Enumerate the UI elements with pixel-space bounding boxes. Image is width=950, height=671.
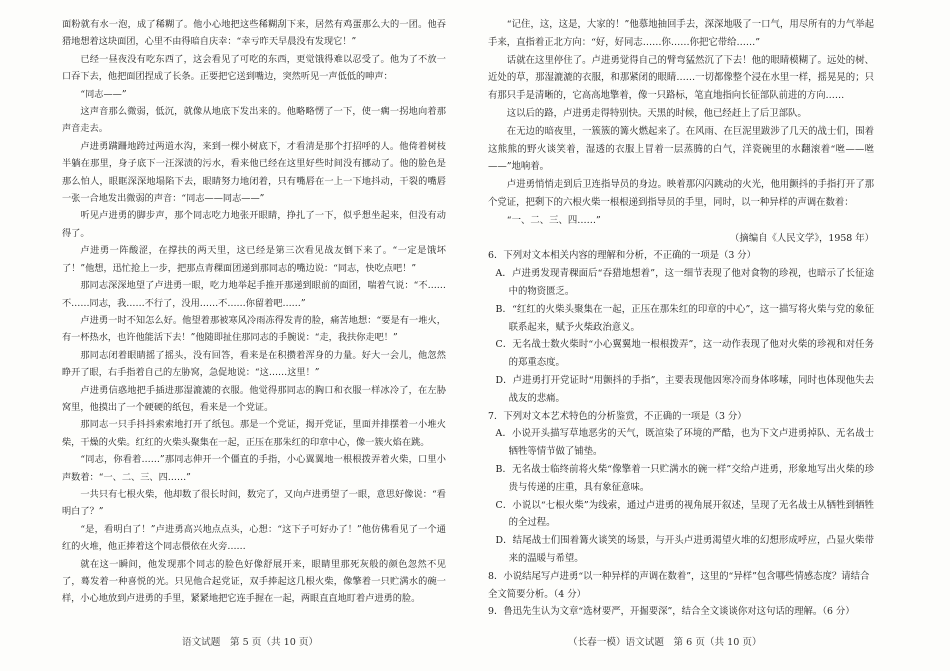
left-page-text	[62, 16, 446, 608]
question-6	[488, 247, 874, 407]
option-d: D．结尾战士们围着篝火谈笑的场景，与开头卢进勇渴望火堆的幻想形成呼应，凸显火柴带来的温暖与希望。	[495, 535, 874, 564]
option-a: A．小说开头描写草地恶劣的天气，既渲染了环境的严酷，也为下文卢进勇掉队、无名战士牺牲等情节做了铺垫。	[495, 428, 874, 458]
paragraph: 卢进勇一阵酸涩，在撑扶的两天里，这已经是第三次看见战友倒下来了。“一定是饿坏了！”他想，迅忙抢上一步，把那点青稞面团递到那同志的嘴边说：“同志，快吃点吧！”	[62, 245, 446, 274]
paragraph: 那同志深深地望了卢进勇一眼，吃力地举起手推开那递到眼前的面团，喘着气说：“不……不……同志，我……不行了，没用……不……你留着吧……”	[62, 280, 446, 309]
paragraph: “一、二、三、四……”	[506, 214, 601, 226]
paragraph: 那同志闭着眼睛摇了摇头，没有回答，看来是在积攒着浑身的力量。好大一会儿，他忽然睁开了眼，右手指着自己的左胁窝，急促地说：“这……这里！”	[62, 349, 446, 379]
paragraph: “记住，这，这是，大家的！”他慕地抽回手去，深深地吸了一口气，用尽所有的力气举起手来，直指着正北方向：“好，好同志……你……你把它带给……”	[488, 19, 874, 48]
option-b: B．无名战士临终前将火柴“像擎着一只贮满水的碗一样”交给卢进勇，形象地写出火柴的珍贵与传递的庄重，具有象征意味。	[495, 463, 874, 493]
paragraph: 听见卢进勇的脚步声，那个同志吃力地张开眼睛，挣扎了一下，似乎想坐起来，但没有动得了。	[62, 210, 446, 239]
paragraph: 卢进勇信惑地把手插进那湿漉漉的衣服。他觉得那同志的胸口和衣服一样冰冷了，在左胁窝里，他摸出了一个硬硬的纸包，看来是一个党证。	[62, 384, 446, 413]
option-d: D．卢进勇打开党证时“用颤抖的手指”，主要表现他因寒冷而身体哆嗦，同时也体现他失去战友的悲痛。	[495, 374, 874, 404]
paragraph: 这声音那么微弱，低沉，就像从地底下发出来的。他略略愣了一下，使一瘸一拐地向着那声音走去。	[62, 106, 446, 135]
paragraph: “是，看明白了！”卢进勇高兴地点点头，心想：“这下子可好办了！”他仿佛看见了一个通红的火堆，他正捧着这个同志偎依在火旁……	[62, 523, 446, 553]
question-9	[488, 603, 874, 621]
question-stem: 6．下列对文本相关内容的理解和分析，不正确的一项是（3 分）	[488, 250, 757, 262]
option-c: C．无名战士数火柴时“小心翼翼地一根根拨弄”，这一动作表现了他对火柴的珍视和对任务的郑重态度。	[495, 339, 874, 369]
question-7	[488, 408, 874, 568]
paragraph: “同志——”	[80, 88, 127, 100]
paragraph: 已经一昼夜没有吃东西了，这会看见了可吃的东西，更觉饿得难以忍受了。他为了不放一口吞下去，他把面团捏成了长条。正要把它送到嘴边，突然听见一声低低的呻声：	[62, 53, 446, 83]
paragraph: 一共只有七根火柴，他却数了很长时间，数完了，又向卢进勇望了一眼，意思好像说：“看明白了？”	[62, 488, 446, 518]
paragraph: 卢进勇蹒跚地跨过两道水沟，来到一棵小树底下，才看清是那个打招呼的人。他倚着树枝半躺在那里，身子底下一汪深渍的污水，看来他已经在这里好些时间没有挪动了。他的脸色是那么怕人，眼眶深深地塌陷下去，眼睛努力地闭着，只有嘴唇在一上一下地抖动，干裂的嘴唇一张一合地发出微弱的声音：“同志——同志——”	[62, 140, 446, 205]
question-stem: 8．小说结尾写卢进勇“以一种异样的声调在数着”，这里的“异样”包含哪些情感态度？请结合全文简要分析。（4 分）	[488, 570, 870, 600]
paragraph: 就在这一瞬间，他发现那个同志的脸色好像舒展开来，眼睛里那死灰般的颜色忽然不见了，蓦发着一种喜悦的光。只见他合起党证，双手捧起这几根火柴，像擎着一只贮满水的碗一样，小心地放到卢进勇的手里，紧紧地把它连手握在一起，两眼直直地盯着卢进勇的脸。	[62, 558, 446, 605]
paragraph: 这以后的路，卢进勇走得特别快。天黑的时候，他已经赶上了后卫部队。	[506, 107, 807, 119]
option-b: B．“红红的火柴头聚集在一起，正压在那朱红的印章的中心”，这一描写将火柴与党的象征联系起来，赋予火柴政治意义。	[495, 303, 874, 333]
paragraph: 话就在这里停住了。卢进勇觉得自己的臂弯猛然沉了下去！他的眼睛模糊了。远处的树、近处的草，那湿漉漉的衣服，和那紧闭的眼睛……一切都像整个浸在水里一样，摇晃晃的；只有那只手是清晰的，它高高地擎着，像一只路标，笔直地指向长征部队前进的方向……	[488, 54, 874, 102]
paragraph: 卢进勇一时不知怎么好。他望着那被寒风冷雨冻得发青的脸，痛苦地想：“要是有一堆火，有一杯热水，也许他能活下去！”他随即扯住那同志的手腕说：“走，我扶你走吧！”	[62, 314, 446, 344]
paragraph: 卢进勇悄悄走到后卫连指导员的身边。映着那闪闪跳动的火光，他用颤抖的手指打开了那个党证，把剩下的六根火柴一根根递到指导员的手里，同时，以一种异样的声调在数着：	[488, 179, 874, 208]
option-c: C．小说以“七根火柴”为线索，通过卢进勇的视角展开叙述，呈现了无名战士从牺牲到牺牲的全过程。	[495, 499, 874, 529]
question-stem: 9．鲁迅先生认为文章“选材要严，开掘要深”，结合全文谈谈你对这句话的理解。（6 分）	[488, 606, 855, 618]
paragraph: 在无边的暗夜里，一簇簇的篝火燃起来了。在风雨、在巨泥里跋涉了几天的战士们，围着这熊熊的野火谈笑着，湿透的衣服上冒着一层蒸腾的白气，洋瓷碗里的水翻滚着“咝——咝——”地响着。	[488, 125, 874, 173]
page-footer-left: 语文试题 第 5 页（共 10 页）	[182, 637, 319, 648]
source-citation: （摘编自《人民文学》，1958 年）	[729, 232, 874, 244]
paragraph: 那同志一只手抖抖索索地打开了纸包。那是一个党证，揭开党证，里面并排摆着一小堆火柴，干燥的火柴。红红的火柴头聚集在一起，正压在那朱红的印章中心，像一簇火焰在跳。	[62, 419, 446, 448]
option-a: A．卢进勇发现青稞面后“吞猎地想着”，这一细节表现了他对食物的珍视，也暗示了长征途中的物资匮乏。	[495, 268, 874, 297]
paragraph: 面粉就有水一泡，成了稀糊了。他小心地把这些稀糊刮下来，居然有鸡蛋那么大的一团。他吞猎地想着这块面团，心里不由得暗自庆幸：“幸亏昨天早晨没有发现它！”	[62, 19, 446, 48]
question-8	[488, 568, 874, 604]
paragraph: “同志，你看着……”那同志伸开一个僵直的手指，小心翼翼地一根根拨弄着火柴，口里小声数着：“一、二、三、四……”	[62, 454, 446, 483]
question-stem: 7．下列对文本艺术特色的分析鉴赏，不正确的一项是（3 分）	[488, 410, 747, 422]
page-footer-right: （长春一模）语文试题 第 6 页（共 10 页）	[568, 637, 762, 648]
right-page-text	[488, 16, 874, 621]
